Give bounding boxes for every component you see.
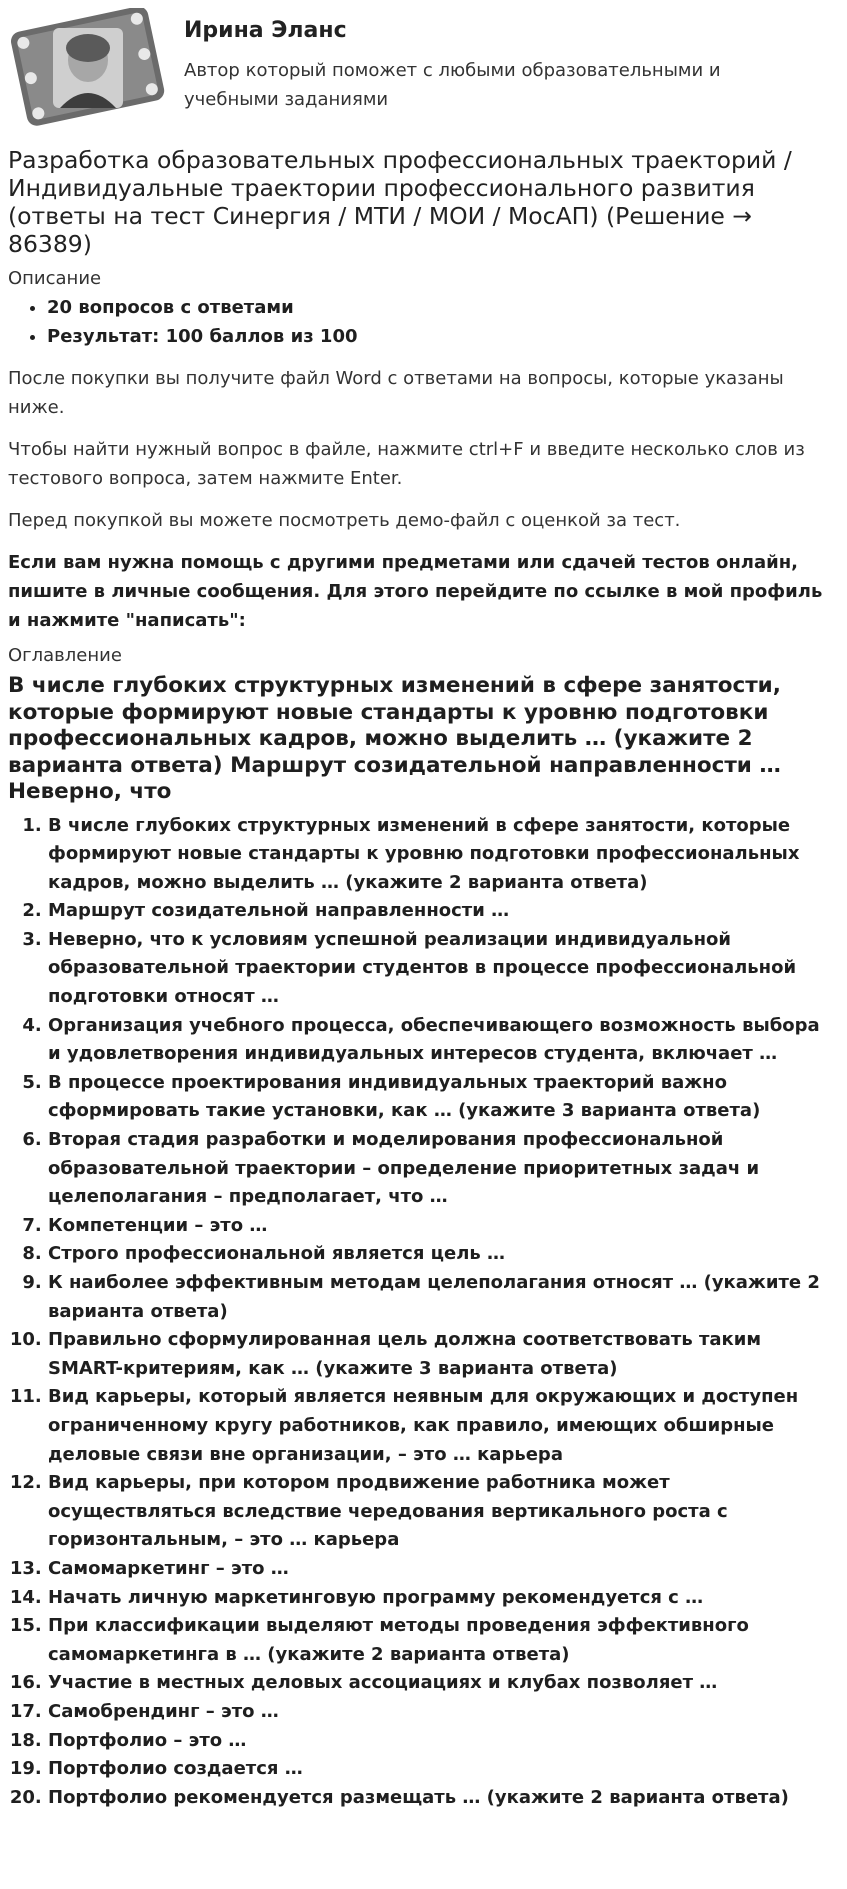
toc-item: 18. Портфолио – это … xyxy=(48,1727,838,1756)
toc-item: 2. Маршрут созидательной направленности … xyxy=(48,897,838,926)
toc-item: 9. К наиболее эффективным методам целеполагания относят … (укажите 2 варианта ответа) xyxy=(48,1269,838,1326)
toc-item: 16. Участие в местных деловых ассоциациях и клубах позволяет … xyxy=(48,1669,838,1698)
toc-item: 15. При классификации выделяют методы проведения эффективного самомаркетинга в … (укажите 2 варианта ответа) xyxy=(48,1612,838,1669)
toc-item: 19. Портфолио создается … xyxy=(48,1755,838,1784)
description-paragraph: Перед покупкой вы можете посмотреть демо-файл с оценкой за тест. xyxy=(8,510,681,531)
description-bullet: • Результат: 100 баллов из 100 xyxy=(47,322,838,351)
toc-list xyxy=(8,812,838,1813)
product-content xyxy=(8,146,838,1812)
toc-item: 6. Вторая стадия разработки и моделирования профессиональной образовательной траектории – определение приоритетных задач и целеполагания – предполагает, что … xyxy=(48,1126,838,1212)
author-avatar[interactable] xyxy=(8,8,168,128)
description-paragraph: После покупки вы получите файл Word с ответами на вопросы, которые указаны ниже. xyxy=(8,368,784,418)
toc-item: 7. Компетенции – это … xyxy=(48,1212,838,1241)
product-title: Разработка образовательных профессиональных траекторий / Индивидуальные траектории профессионального развития (ответы на тест Синергия / МТИ / МОИ / МосАП) (Решение → 86389) xyxy=(8,146,792,258)
toc-item: 17. Самобрендинг – это … xyxy=(48,1698,838,1727)
toc-item: 8. Строго профессиональной является цель … xyxy=(48,1240,838,1269)
toc-label: Оглавление xyxy=(8,645,122,666)
description-label: Описание xyxy=(8,268,102,289)
toc-item: 13. Самомаркетинг – это … xyxy=(48,1555,838,1584)
toc-item: 5. В процессе проектирования индивидуальных траекторий важно сформировать такие установки, как … (укажите 3 варианта ответа) xyxy=(48,1069,838,1126)
author-description: Автор который поможет с любыми образовательными и учебными заданиями xyxy=(184,60,721,110)
toc-item: 14. Начать личную маркетинговую программу рекомендуется с … xyxy=(48,1584,838,1613)
toc-item: 12. Вид карьеры, при котором продвижение работника может осуществляться вследствие чередования вертикального роста с горизонтальным, – это … карьера xyxy=(48,1469,838,1555)
description-bullet: • 20 вопросов с ответами xyxy=(47,293,838,322)
toc-item: 4. Организация учебного процесса, обеспечивающего возможность выбора и удовлетворения индивидуальных интересов студента, включает … xyxy=(48,1012,838,1069)
toc-item: 20. Портфолио рекомендуется размещать … (укажите 2 варианта ответа) xyxy=(48,1784,838,1813)
description-paragraph: Чтобы найти нужный вопрос в файле, нажмите ctrl+F и введите несколько слов из тестового вопроса, затем нажмите Enter. xyxy=(8,439,805,489)
toc-item: 1. В числе глубоких структурных изменений в сфере занятости, которые формируют новые стандарты к уровню подготовки профессиональных кадров, можно выделить … (укажите 2 варианта ответа) xyxy=(48,812,838,898)
author-card xyxy=(8,8,843,128)
toc-heading: В числе глубоких структурных изменений в сфере занятости, которые формируют новые стандарты к уровню подготовки профессиональных кадров, можно выделить … (укажите 2 варианта ответа) Маршрут созидательной направленности … Неверно, что xyxy=(8,673,781,804)
help-text: Если вам нужна помощь с другими предметами или сдачей тестов онлайн, пишите в личные сообщения. Для этого перейдите по ссылке в мой профиль и нажмите "написать": xyxy=(8,552,823,631)
toc-item: 10. Правильно сформулированная цель должна соответствовать таким SMART-критериям, как … (укажите 3 варианта ответа) xyxy=(48,1326,838,1383)
description-bullets xyxy=(8,293,838,351)
toc-item: 11. Вид карьеры, который является неявным для окружающих и доступен ограниченному кругу работников, как правило, имеющих обширные деловые связи вне организации, – это … карьера xyxy=(48,1383,838,1469)
toc-item: 3. Неверно, что к условиям успешной реализации индивидуальной образовательной траектории студентов в процессе профессиональной подготовки относят … xyxy=(48,926,838,1012)
author-name[interactable]: Ирина Эланс xyxy=(184,18,347,43)
